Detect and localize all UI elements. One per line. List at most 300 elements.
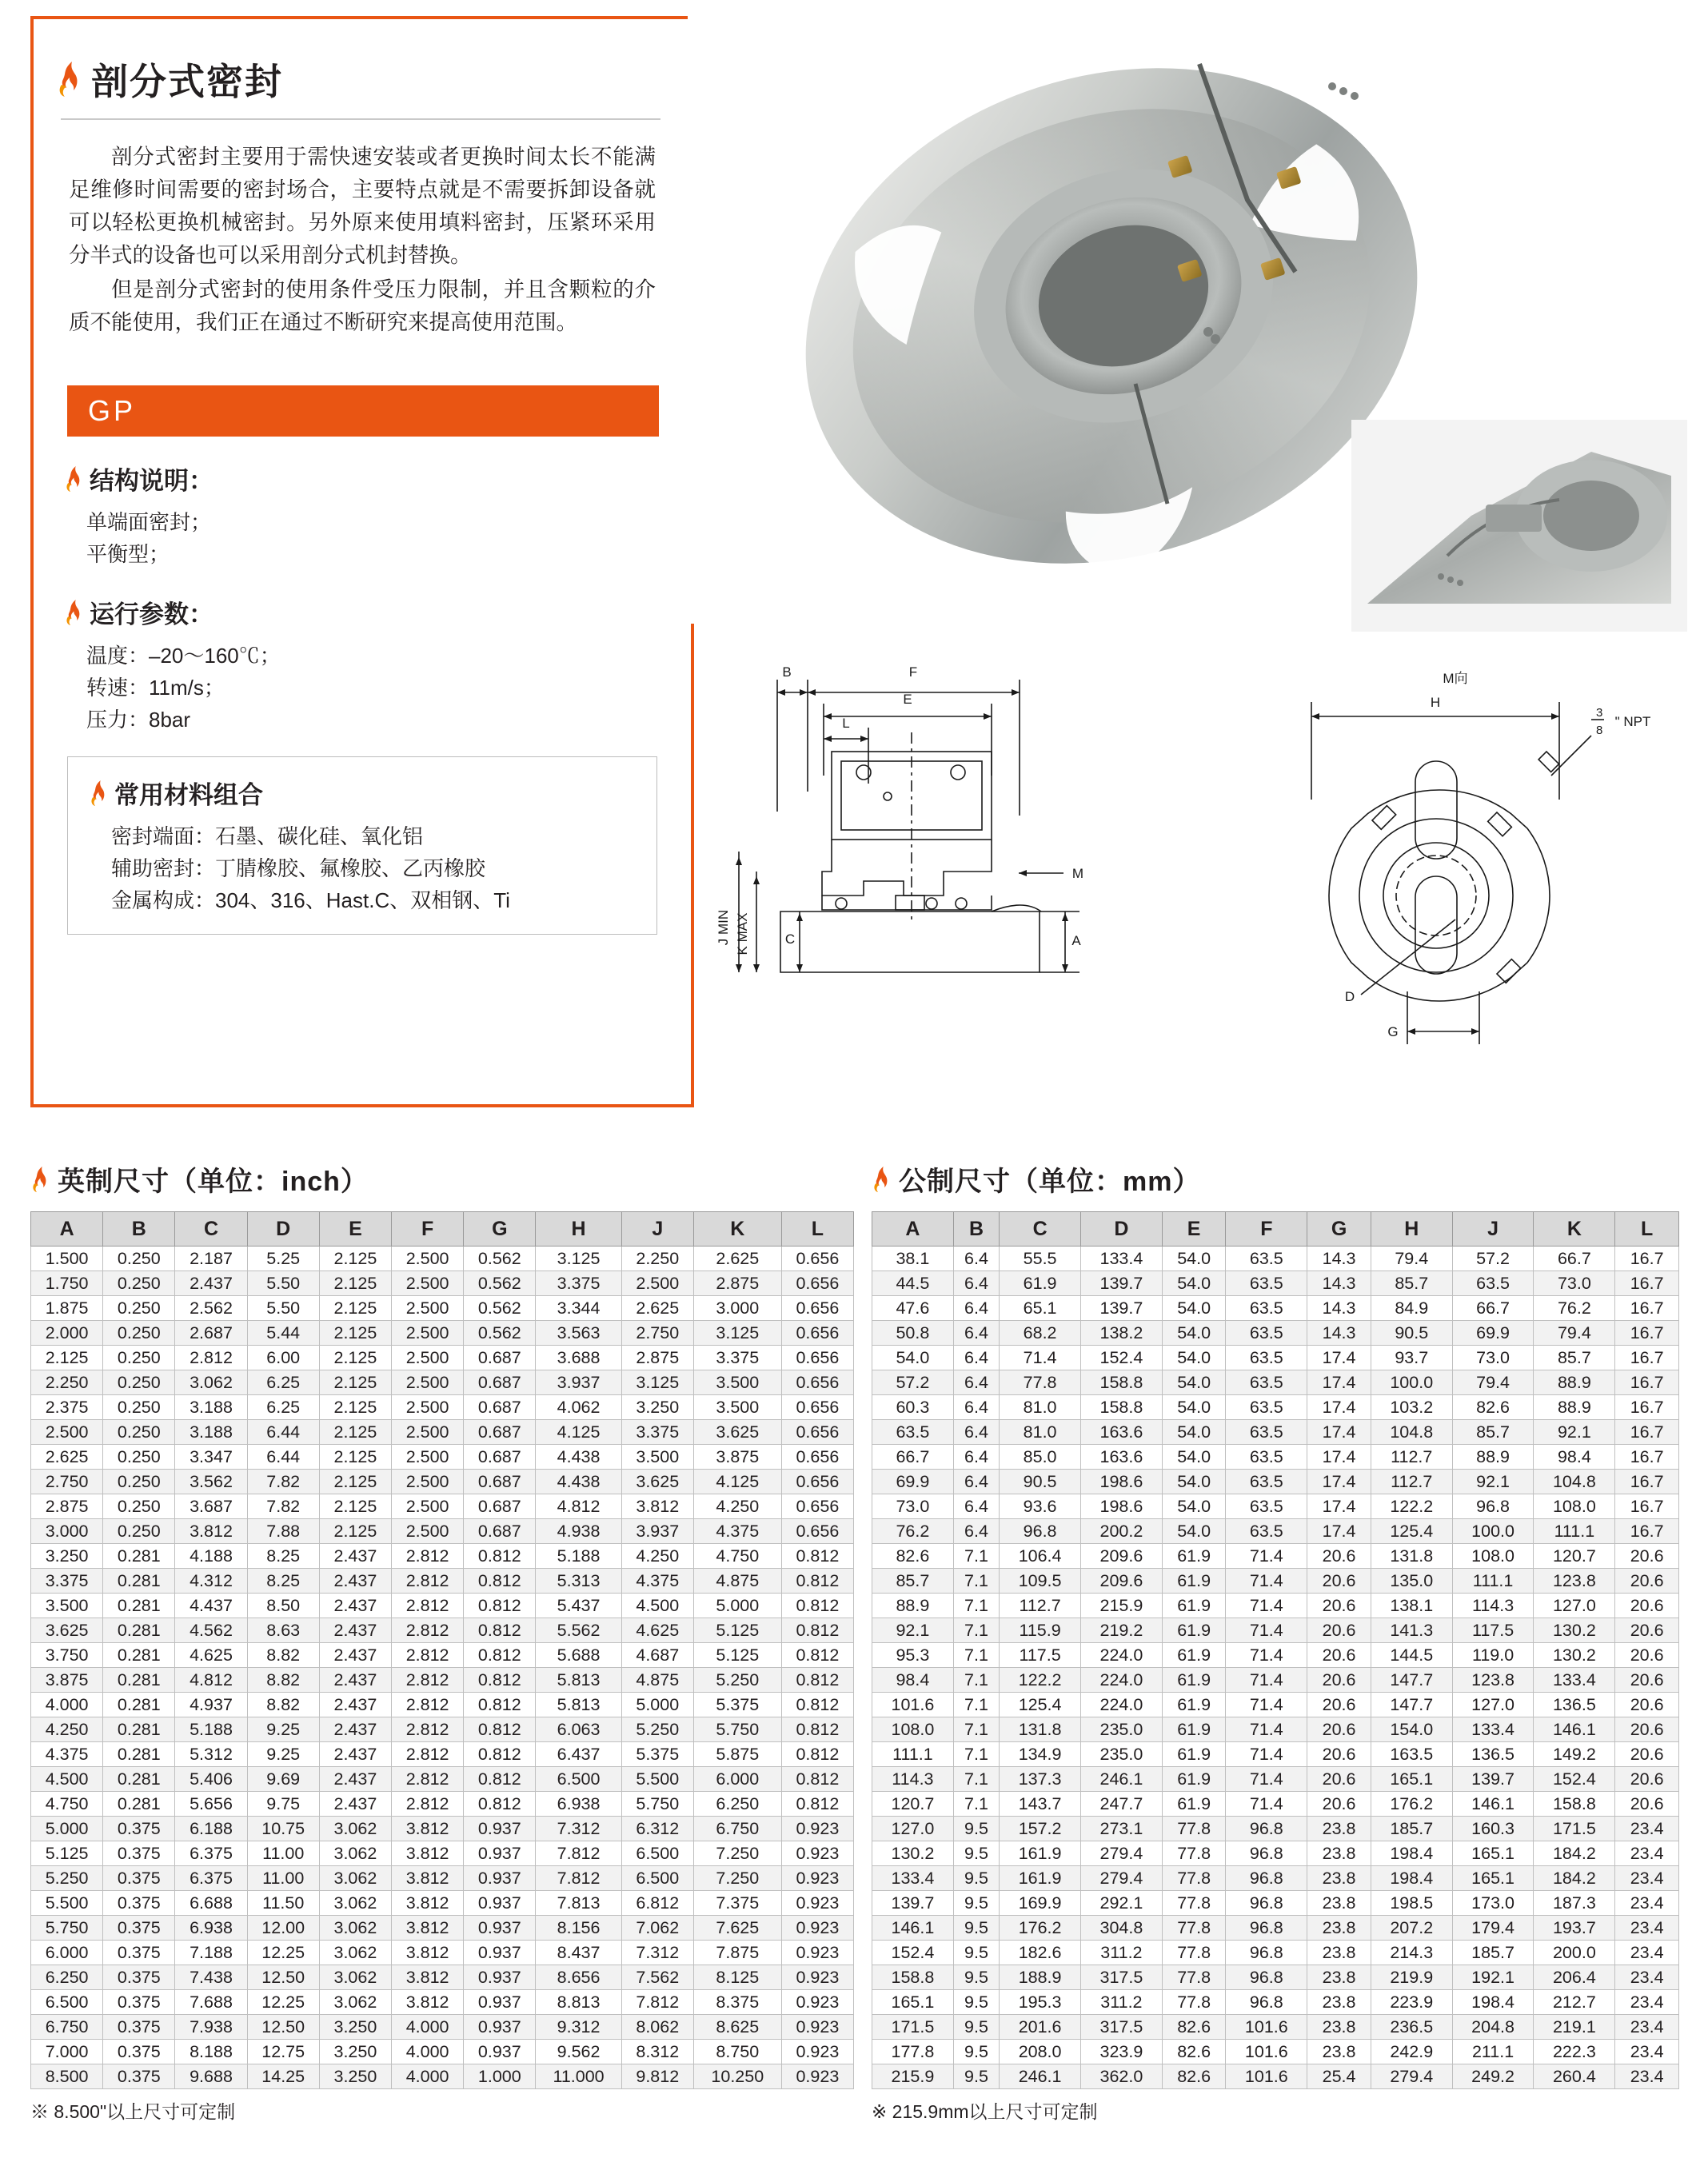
table-cell: 152.4 <box>1534 1767 1615 1792</box>
table-cell: 54.0 <box>1162 1519 1226 1544</box>
svg-text:C: C <box>784 931 796 947</box>
table-cell: 9.812 <box>621 2064 693 2089</box>
table-cell: 130.2 <box>872 1841 954 1866</box>
imperial-column-header-j: J <box>621 1212 693 1247</box>
table-cell: 185.7 <box>1452 1941 1534 1965</box>
table-cell: 63.5 <box>1226 1494 1307 1519</box>
table-cell: 173.0 <box>1452 1891 1534 1916</box>
table-cell: 0.923 <box>781 2064 853 2089</box>
table-cell: 158.8 <box>1081 1395 1163 1420</box>
table-cell: 134.9 <box>1000 1742 1081 1767</box>
table-cell: 0.812 <box>781 1544 853 1569</box>
table-cell: 0.656 <box>781 1346 853 1370</box>
table-cell: 5.44 <box>247 1321 319 1346</box>
table-cell: 3.812 <box>392 1965 464 1990</box>
table-row <box>872 1395 1679 1420</box>
table-cell: 4.125 <box>536 1420 621 1445</box>
table-cell: 6.500 <box>621 1841 693 1866</box>
table-cell: 8.25 <box>247 1569 319 1594</box>
table-cell: 2.812 <box>392 1544 464 1569</box>
table-cell: 73.0 <box>1452 1346 1534 1370</box>
table-cell: 3.250 <box>319 2064 391 2089</box>
table-cell: 0.812 <box>781 1618 853 1643</box>
table-cell: 2.500 <box>392 1247 464 1271</box>
table-cell: 7.1 <box>953 1792 999 1817</box>
table-cell: 2.812 <box>392 1569 464 1594</box>
table-cell: 4.375 <box>621 1569 693 1594</box>
table-cell: 61.9 <box>1162 1767 1226 1792</box>
table-cell: 0.281 <box>103 1792 175 1817</box>
table-cell: 0.250 <box>103 1420 175 1445</box>
table-cell: 0.937 <box>464 1941 536 1965</box>
table-cell: 6.4 <box>953 1470 999 1494</box>
table-cell: 3.125 <box>621 1370 693 1395</box>
table-cell: 65.1 <box>1000 1296 1081 1321</box>
table-cell: 20.6 <box>1307 1792 1371 1817</box>
table-cell: 311.2 <box>1081 1990 1163 2015</box>
table-cell: 20.6 <box>1307 1767 1371 1792</box>
table-cell: 55.5 <box>1000 1247 1081 1271</box>
table-cell: 3.812 <box>621 1494 693 1519</box>
parameter-temperature: 温度：–20～160℃； <box>86 644 281 668</box>
table-cell: 0.687 <box>464 1445 536 1470</box>
table-cell: 0.656 <box>781 1395 853 1420</box>
table-cell: 77.8 <box>1162 1841 1226 1866</box>
table-cell: 147.7 <box>1371 1668 1452 1693</box>
table-row <box>31 1916 854 1941</box>
table-cell: 1.750 <box>31 1271 103 1296</box>
table-cell: 208.0 <box>1000 2040 1081 2064</box>
table-cell: 98.4 <box>872 1668 954 1693</box>
svg-text:A: A <box>1071 933 1081 948</box>
svg-text:F: F <box>908 664 918 680</box>
table-cell: 0.923 <box>781 1817 853 1841</box>
table-cell: 61.9 <box>1162 1742 1226 1767</box>
table-cell: 61.9 <box>1162 1643 1226 1668</box>
table-cell: 14.3 <box>1307 1271 1371 1296</box>
table-cell: 2.125 <box>319 1296 391 1321</box>
table-cell: 9.25 <box>247 1717 319 1742</box>
table-cell: 0.812 <box>781 1717 853 1742</box>
table-cell: 4.750 <box>31 1792 103 1817</box>
table-cell: 2.437 <box>319 1767 391 1792</box>
table-cell: 3.562 <box>175 1470 247 1494</box>
table-cell: 82.6 <box>1162 2015 1226 2040</box>
table-cell: 0.375 <box>103 1817 175 1841</box>
table-cell: 96.8 <box>1226 1941 1307 1965</box>
table-cell: 0.812 <box>464 1668 536 1693</box>
table-cell: 84.9 <box>1371 1296 1452 1321</box>
table-cell: 5.50 <box>247 1271 319 1296</box>
metric-column-header-d: D <box>1081 1212 1163 1247</box>
svg-text:H: H <box>1430 695 1441 710</box>
table-cell: 2.125 <box>319 1395 391 1420</box>
table-cell: 177.8 <box>872 2040 954 2064</box>
table-cell: 9.5 <box>953 1841 999 1866</box>
imperial-table-note: ※ 8.500"以上尺寸可定制 <box>30 2101 236 2122</box>
table-cell: 23.4 <box>1615 1817 1679 1841</box>
table-cell: 3.812 <box>392 1817 464 1841</box>
table-cell: 311.2 <box>1081 1941 1163 1965</box>
metric-column-header-f: F <box>1226 1212 1307 1247</box>
table-cell: 7.1 <box>953 1717 999 1742</box>
table-row <box>872 1247 1679 1271</box>
table-cell: 8.188 <box>175 2040 247 2064</box>
table-cell: 7.1 <box>953 1618 999 1643</box>
table-cell: 9.25 <box>247 1742 319 1767</box>
table-cell: 2.437 <box>319 1544 391 1569</box>
table-cell: 12.00 <box>247 1916 319 1941</box>
table-row <box>31 1420 854 1445</box>
table-cell: 304.8 <box>1081 1916 1163 1941</box>
table-row <box>872 1916 1679 1941</box>
table-cell: 2.437 <box>319 1618 391 1643</box>
table-cell: 23.4 <box>1615 1916 1679 1941</box>
table-cell: 0.923 <box>781 2040 853 2064</box>
table-cell: 3.812 <box>392 1916 464 1941</box>
table-cell: 98.4 <box>1534 1445 1615 1470</box>
table-cell: 23.4 <box>1615 1941 1679 1965</box>
table-cell: 2.437 <box>319 1594 391 1618</box>
table-cell: 96.8 <box>1226 1841 1307 1866</box>
table-row <box>31 1990 854 2015</box>
table-cell: 125.4 <box>1000 1693 1081 1717</box>
table-cell: 20.6 <box>1615 1668 1679 1693</box>
table-cell: 160.3 <box>1452 1817 1534 1841</box>
table-cell: 0.562 <box>464 1247 536 1271</box>
table-cell: 82.6 <box>1162 2064 1226 2089</box>
table-row <box>872 1817 1679 1841</box>
table-cell: 6.4 <box>953 1494 999 1519</box>
table-row <box>31 1792 854 1817</box>
table-cell: 79.4 <box>1371 1247 1452 1271</box>
table-cell: 8.437 <box>536 1941 621 1965</box>
table-cell: 7.438 <box>175 1965 247 1990</box>
table-cell: 20.6 <box>1615 1643 1679 1668</box>
table-cell: 0.656 <box>781 1321 853 1346</box>
table-cell: 0.812 <box>464 1767 536 1792</box>
table-cell: 6.4 <box>953 1247 999 1271</box>
table-cell: 2.250 <box>31 1370 103 1395</box>
table-cell: 273.1 <box>1081 1817 1163 1841</box>
table-cell: 2.875 <box>693 1271 781 1296</box>
table-cell: 16.7 <box>1615 1271 1679 1296</box>
table-cell: 71.4 <box>1226 1668 1307 1693</box>
table-cell: 0.375 <box>103 2015 175 2040</box>
table-cell: 133.4 <box>872 1866 954 1891</box>
table-row <box>872 1990 1679 2015</box>
table-cell: 63.5 <box>872 1420 954 1445</box>
table-cell: 4.875 <box>693 1569 781 1594</box>
table-cell: 104.8 <box>1371 1420 1452 1445</box>
table-cell: 146.1 <box>1452 1792 1534 1817</box>
table-cell: 81.0 <box>1000 1420 1081 1445</box>
table-cell: 85.7 <box>1452 1420 1534 1445</box>
table-row <box>872 1668 1679 1693</box>
table-cell: 63.5 <box>1226 1247 1307 1271</box>
table-cell: 63.5 <box>1226 1271 1307 1296</box>
table-cell: 7.062 <box>621 1916 693 1941</box>
table-cell: 9.5 <box>953 1916 999 1941</box>
section-parameters-lines <box>86 640 691 736</box>
section-title: 常用材料组合 <box>114 781 263 809</box>
table-cell: 4.438 <box>536 1470 621 1494</box>
table-cell: 77.8 <box>1162 1891 1226 1916</box>
table-cell: 204.8 <box>1452 2015 1534 2040</box>
imperial-column-header-e: E <box>319 1212 391 1247</box>
table-cell: 9.69 <box>247 1767 319 1792</box>
table-cell: 71.4 <box>1226 1717 1307 1742</box>
table-row <box>31 1519 854 1544</box>
table-row <box>872 1346 1679 1370</box>
imperial-column-header-b: B <box>103 1212 175 1247</box>
table-cell: 0.812 <box>464 1693 536 1717</box>
table-cell: 54.0 <box>1162 1346 1226 1370</box>
table-cell: 0.812 <box>464 1643 536 1668</box>
table-cell: 71.4 <box>1226 1767 1307 1792</box>
table-cell: 219.2 <box>1081 1618 1163 1643</box>
table-row <box>872 1643 1679 1668</box>
section-materials-lines <box>111 820 656 916</box>
svg-text:D: D <box>1344 989 1355 1004</box>
table-cell: 4.375 <box>31 1742 103 1767</box>
table-cell: 7.812 <box>536 1841 621 1866</box>
table-cell: 192.1 <box>1452 1965 1534 1990</box>
table-cell: 0.937 <box>464 2015 536 2040</box>
table-cell: 279.4 <box>1081 1866 1163 1891</box>
table-cell: 12.25 <box>247 1990 319 2015</box>
table-cell: 0.656 <box>781 1494 853 1519</box>
table-cell: 165.1 <box>1452 1866 1534 1891</box>
table-cell: 0.937 <box>464 1916 536 1941</box>
table-cell: 163.6 <box>1081 1420 1163 1445</box>
table-row <box>872 1717 1679 1742</box>
table-cell: 0.923 <box>781 1891 853 1916</box>
table-cell: 201.6 <box>1000 2015 1081 2040</box>
table-cell: 5.750 <box>693 1717 781 1742</box>
table-cell: 5.750 <box>31 1916 103 1941</box>
table-cell: 8.312 <box>621 2040 693 2064</box>
table-cell: 0.923 <box>781 2015 853 2040</box>
table-cell: 0.281 <box>103 1693 175 1717</box>
table-cell: 143.7 <box>1000 1792 1081 1817</box>
table-row <box>872 1470 1679 1494</box>
table-cell: 101.6 <box>1226 2040 1307 2064</box>
table-cell: 4.938 <box>536 1519 621 1544</box>
flame-icon <box>30 1166 48 1193</box>
table-cell: 184.2 <box>1534 1866 1615 1891</box>
table-cell: 1.000 <box>464 2064 536 2089</box>
product-photo-detail <box>1351 420 1687 632</box>
table-cell: 2.375 <box>31 1395 103 1420</box>
table-cell: 114.3 <box>1452 1594 1534 1618</box>
table-cell: 0.281 <box>103 1618 175 1643</box>
table-cell: 2.625 <box>621 1296 693 1321</box>
table-cell: 17.4 <box>1307 1346 1371 1370</box>
table-cell: 158.8 <box>872 1965 954 1990</box>
table-row <box>872 2040 1679 2064</box>
table-cell: 20.6 <box>1307 1544 1371 1569</box>
table-cell: 2.812 <box>392 1668 464 1693</box>
table-cell: 2.500 <box>31 1420 103 1445</box>
table-row <box>31 1271 854 1296</box>
table-cell: 77.8 <box>1162 1965 1226 1990</box>
flame-icon <box>64 600 82 625</box>
table-cell: 2.125 <box>319 1494 391 1519</box>
table-cell: 8.82 <box>247 1643 319 1668</box>
table-cell: 17.4 <box>1307 1420 1371 1445</box>
table-cell: 6.000 <box>693 1767 781 1792</box>
svg-text:K MAX: K MAX <box>735 912 750 955</box>
table-cell: 193.7 <box>1534 1916 1615 1941</box>
table-cell: 3.937 <box>536 1370 621 1395</box>
table-row <box>31 1594 854 1618</box>
table-cell: 2.125 <box>319 1519 391 1544</box>
table-cell: 14.3 <box>1307 1247 1371 1271</box>
table-cell: 139.7 <box>1452 1767 1534 1792</box>
material-faces: 密封端面：石墨、碳化硅、氧化铝 <box>111 824 424 848</box>
table-cell: 2.437 <box>319 1569 391 1594</box>
table-cell: 2.812 <box>392 1594 464 1618</box>
table-cell: 20.6 <box>1307 1717 1371 1742</box>
table-cell: 0.812 <box>464 1594 536 1618</box>
table-cell: 3.062 <box>319 1916 391 1941</box>
table-cell: 2.812 <box>392 1767 464 1792</box>
table-row <box>872 1370 1679 1395</box>
table-cell: 7.188 <box>175 1941 247 1965</box>
table-cell: 0.562 <box>464 1271 536 1296</box>
table-cell: 0.281 <box>103 1569 175 1594</box>
table-cell: 5.312 <box>175 1742 247 1767</box>
table-cell: 20.6 <box>1615 1594 1679 1618</box>
table-cell: 0.923 <box>781 1990 853 2015</box>
table-row <box>31 1445 854 1470</box>
table-cell: 4.437 <box>175 1594 247 1618</box>
table-cell: 71.4 <box>1000 1346 1081 1370</box>
table-cell: 5.688 <box>536 1643 621 1668</box>
table-cell: 2.500 <box>392 1519 464 1544</box>
table-cell: 0.281 <box>103 1668 175 1693</box>
table-cell: 112.7 <box>1371 1445 1452 1470</box>
table-cell: 131.8 <box>1000 1717 1081 1742</box>
table-cell: 85.7 <box>1534 1346 1615 1370</box>
table-cell: 2.812 <box>392 1742 464 1767</box>
table-row <box>872 1767 1679 1792</box>
table-cell: 6.4 <box>953 1370 999 1395</box>
table-cell: 246.1 <box>1000 2064 1081 2089</box>
table-cell: 211.1 <box>1452 2040 1534 2064</box>
table-cell: 136.5 <box>1452 1742 1534 1767</box>
table-cell: 0.250 <box>103 1494 175 1519</box>
table-cell: 0.375 <box>103 2064 175 2089</box>
description-paragraph-2: 但是剖分式密封的使用条件受压力限制，并且含颗粒的介质不能使用，我们正在通过不断研究来提高使用范围。 <box>69 277 656 334</box>
table-cell: 317.5 <box>1081 2015 1163 2040</box>
table-cell: 0.250 <box>103 1519 175 1544</box>
table-cell: 6.4 <box>953 1519 999 1544</box>
table-cell: 61.9 <box>1162 1717 1226 1742</box>
table-row <box>872 1965 1679 1990</box>
table-cell: 2.687 <box>175 1321 247 1346</box>
table-cell: 176.2 <box>1371 1792 1452 1817</box>
table-cell: 7.1 <box>953 1693 999 1717</box>
table-cell: 2.500 <box>392 1445 464 1470</box>
table-cell: 17.4 <box>1307 1470 1371 1494</box>
table-cell: 8.500 <box>31 2064 103 2089</box>
table-cell: 3.250 <box>319 2015 391 2040</box>
table-cell: 100.0 <box>1371 1370 1452 1395</box>
table-cell: 69.9 <box>1452 1321 1534 1346</box>
table-cell: 0.375 <box>103 1990 175 2015</box>
table-cell: 108.0 <box>1452 1544 1534 1569</box>
table-cell: 8.25 <box>247 1544 319 1569</box>
table-cell: 20.6 <box>1615 1693 1679 1717</box>
table-cell: 4.250 <box>31 1717 103 1742</box>
table-cell: 61.9 <box>1162 1594 1226 1618</box>
table-cell: 8.375 <box>693 1990 781 2015</box>
technical-drawings <box>704 656 1687 1103</box>
table-cell: 63.5 <box>1226 1370 1307 1395</box>
table-cell: 2.500 <box>392 1470 464 1494</box>
table-cell: 23.4 <box>1615 1841 1679 1866</box>
table-cell: 3.875 <box>693 1445 781 1470</box>
table-cell: 4.000 <box>392 2040 464 2064</box>
table-cell: 158.8 <box>1534 1792 1615 1817</box>
table-cell: 6.500 <box>536 1767 621 1792</box>
table-cell: 3.125 <box>693 1321 781 1346</box>
table-cell: 0.375 <box>103 1891 175 1916</box>
table-cell: 0.250 <box>103 1395 175 1420</box>
table-cell: 90.5 <box>1000 1470 1081 1494</box>
table-cell: 96.8 <box>1452 1494 1534 1519</box>
table-cell: 0.687 <box>464 1494 536 1519</box>
table-cell: 4.812 <box>175 1668 247 1693</box>
table-cell: 0.812 <box>464 1569 536 1594</box>
table-cell: 9.5 <box>953 1965 999 1990</box>
table-cell: 137.3 <box>1000 1767 1081 1792</box>
table-cell: 20.6 <box>1615 1544 1679 1569</box>
table-cell: 23.8 <box>1307 2040 1371 2064</box>
table-cell: 219.9 <box>1371 1965 1452 1990</box>
table-cell: 0.687 <box>464 1395 536 1420</box>
table-cell: 3.500 <box>31 1594 103 1618</box>
table-cell: 0.375 <box>103 1941 175 1965</box>
table-row <box>31 1643 854 1668</box>
table-cell: 127.0 <box>872 1817 954 1841</box>
table-cell: 66.7 <box>1452 1296 1534 1321</box>
table-cell: 71.4 <box>1226 1544 1307 1569</box>
table-cell: 6.750 <box>31 2015 103 2040</box>
table-cell: 3.062 <box>319 1990 391 2015</box>
table-cell: 5.406 <box>175 1767 247 1792</box>
table-cell: 5.875 <box>693 1742 781 1767</box>
table-cell: 0.656 <box>781 1296 853 1321</box>
table-cell: 96.8 <box>1226 1817 1307 1841</box>
table-cell: 7.812 <box>621 1990 693 2015</box>
table-cell: 57.2 <box>1452 1247 1534 1271</box>
table-cell: 184.2 <box>1534 1841 1615 1866</box>
table-cell: 25.4 <box>1307 2064 1371 2089</box>
table-cell: 103.2 <box>1371 1395 1452 1420</box>
table-cell: 0.812 <box>464 1792 536 1817</box>
table-cell: 0.562 <box>464 1296 536 1321</box>
table-cell: 63.5 <box>1226 1296 1307 1321</box>
imperial-column-header-l: L <box>781 1212 853 1247</box>
table-cell: 0.250 <box>103 1296 175 1321</box>
table-cell: 3.250 <box>621 1395 693 1420</box>
table-cell: 92.1 <box>1452 1470 1534 1494</box>
table-cell: 206.4 <box>1534 1965 1615 1990</box>
table-cell: 5.500 <box>31 1891 103 1916</box>
